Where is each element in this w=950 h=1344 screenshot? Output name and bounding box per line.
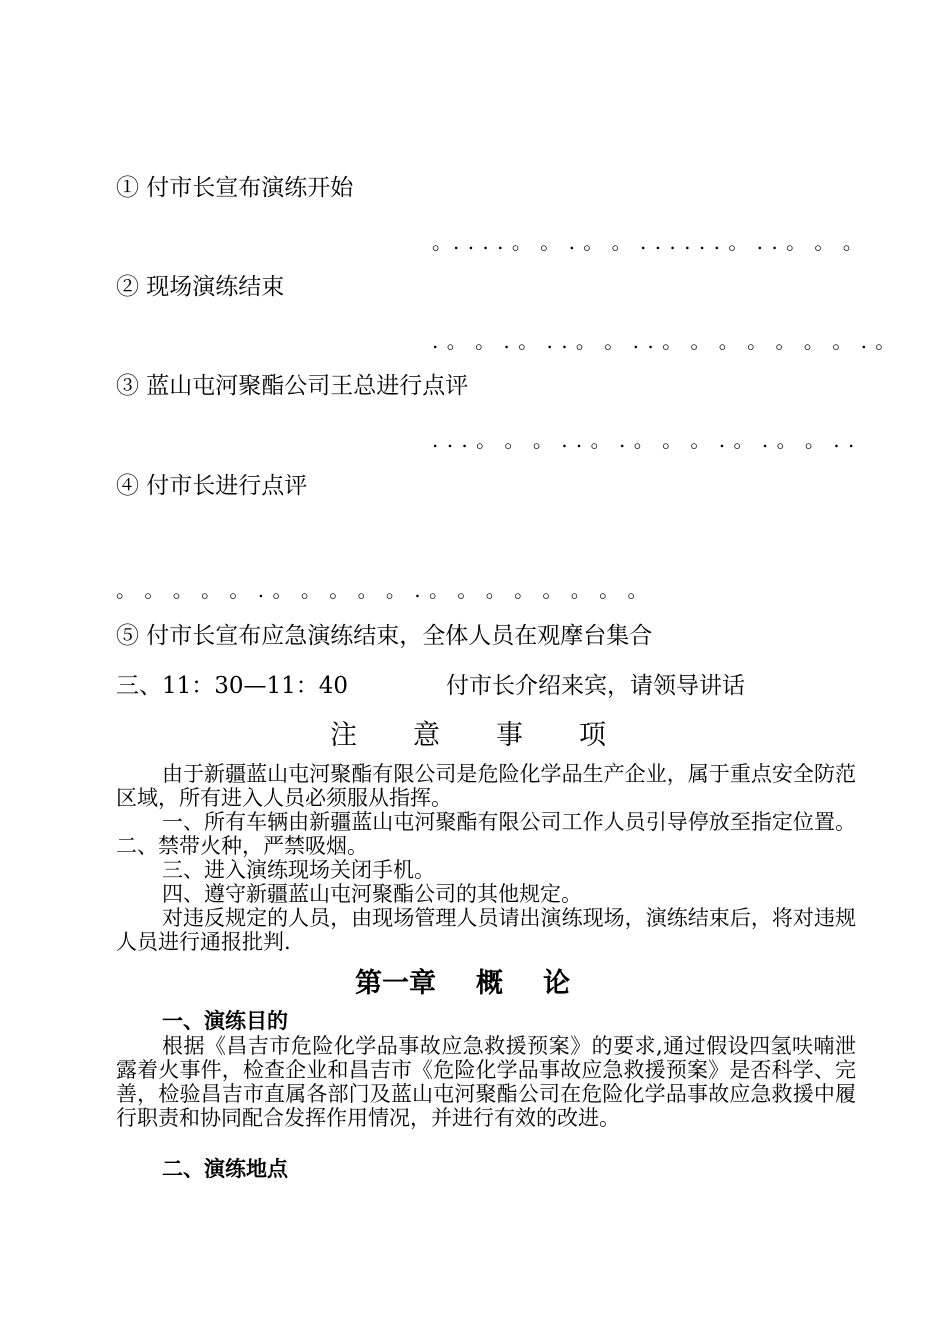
chapter-title-char-1: 概: [476, 968, 503, 999]
chapter-title-char-2: 论: [543, 968, 570, 999]
notice-paragraph-2: 一、所有车辆由新疆蓝山屯河聚酯有限公司工作人员引导停放至指定位置。二、禁带火种，严禁吸烟。: [116, 810, 856, 858]
step-4-leader-dots: 。 。 。 。 。 . 。 。 。 。 。 . 。 。 。 。 。 。 。 。: [116, 578, 649, 602]
step-3-label: ③ 蓝山屯河聚酯公司王总进行点评: [116, 373, 469, 399]
step-1-label: ① 付市长宣布演练开始: [116, 175, 354, 201]
notice-title: 注意事项: [330, 720, 662, 751]
agenda-description: 付市长介绍来宾，请领导讲话: [446, 673, 745, 699]
notice-paragraph-3: 三、进入演练现场关闭手机。: [162, 858, 435, 882]
chapter-title: [355, 967, 570, 1001]
agenda-time: 三、11：30—11：40: [116, 673, 349, 699]
section-body-purpose: 根据《昌吉市危险化学品事故应急救援预案》的要求,通过假设四氢呋喃泄露着火事件，检查企业和昌吉市《危险化学品事故应急救援预案》是否科学、完善，检验昌吉市直属各部门及蓝山屯河聚酯公司在危险化学品事故应急救援中履行职责和协同配合发挥作用情况，并进行有效的改进。: [116, 1034, 856, 1130]
step-3-leader-dots: . . . 。 。 。 . . 。 . 。 。 。 . 。 . 。 。 . .: [432, 428, 856, 452]
agenda-item-3: [116, 672, 745, 700]
step-4-label: ④ 付市长进行点评: [116, 473, 308, 499]
notice-paragraph-1: 由于新疆蓝山屯河聚酯有限公司是危险化学品生产企业，属于重点安全防范区域，所有进入人员必须服从指挥。: [116, 762, 856, 810]
step-2-label: ② 现场演练结束: [116, 274, 285, 300]
notice-paragraph-5: 对违反规定的人员，由现场管理人员请出演练现场，演练结束后，将对违规人员进行通报批判.: [116, 906, 856, 954]
chapter-number: 第一章: [355, 968, 436, 999]
notice-paragraph-4: 四、遵守新疆蓝山屯河聚酯公司的其他规定。: [162, 882, 582, 906]
step-2-leader-dots: . 。 。 . 。 . . 。 。 . . 。 。 。 。 。 。 。 . 。: [432, 329, 897, 353]
step-5-label: ⑤ 付市长宣布应急演练结束，全体人员在观摩台集合: [116, 623, 653, 649]
step-1-leader-dots: 。. . . . 。 。 . 。 。 . . . . . . 。 . . 。 。 。: [432, 230, 864, 254]
section-heading-purpose: 一、演练目的: [162, 1008, 288, 1033]
section-heading-location: 二、演练地点: [162, 1156, 288, 1181]
